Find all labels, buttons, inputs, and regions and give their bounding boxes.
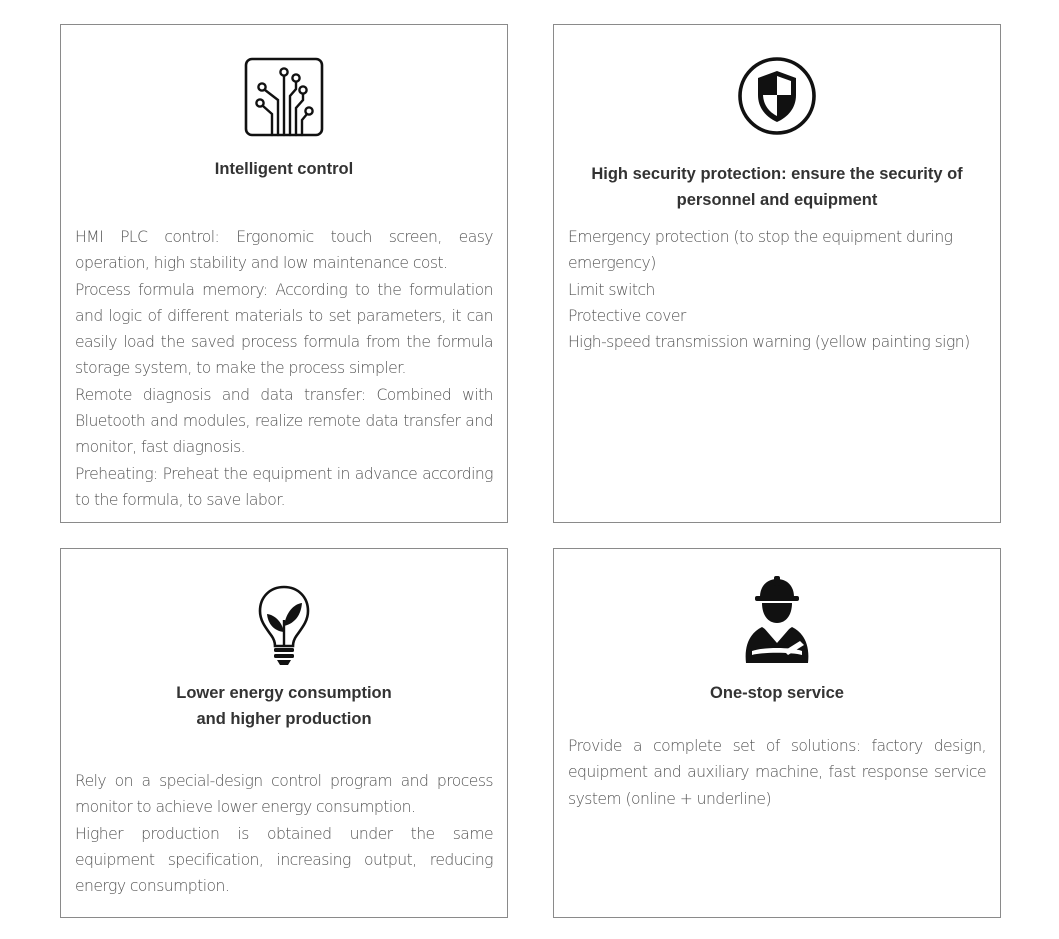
feature-card-security-protection bbox=[553, 24, 1001, 523]
lightbulb-leaf-icon bbox=[256, 584, 312, 668]
circuit-board-icon bbox=[243, 56, 325, 138]
card-title-line: Lower energy consumption bbox=[176, 684, 392, 702]
card-paragraph: Emergency protection (to stop the equipment during emergency) bbox=[568, 228, 953, 273]
card-title: High security protection: ensure the security of personnel and equipment bbox=[591, 165, 963, 209]
card-paragraph: Protective cover bbox=[568, 306, 686, 325]
worker-hardhat-icon bbox=[740, 575, 814, 665]
card-paragraph: High-speed transmission warning (yellow painting sign) bbox=[568, 333, 970, 352]
feature-card-one-stop-service bbox=[553, 548, 1001, 918]
card-paragraph: Remote diagnosis and data transfer: Combined with Bluetooth and modules, realize remote data transfer and monitor, fast diagnosis. bbox=[75, 385, 493, 457]
card-body bbox=[568, 224, 986, 355]
card-title bbox=[75, 680, 493, 732]
card-title-line: and higher production bbox=[196, 710, 372, 728]
feature-card-energy-consumption bbox=[60, 548, 508, 918]
feature-card-intelligent-control bbox=[60, 24, 508, 523]
card-paragraph: HMI PLC control: Ergonomic touch screen, easy operation, high stability and low maintenance cost. bbox=[75, 228, 493, 273]
card-paragraph: Process formula memory: According to the formulation and logic of different materials to set parameters, it can easily load the saved process formula from the formula storage system, to make the process simpler. bbox=[75, 280, 493, 378]
card-paragraph: Higher production is obtained under the same equipment specification, increasing output, reducing energy consumption. bbox=[75, 824, 493, 896]
card-paragraph: Limit switch bbox=[568, 280, 655, 299]
card-body bbox=[75, 224, 493, 513]
card-paragraph: Provide a complete set of solutions: factory design, equipment and auxiliary machine, fast response service system (online + underline) bbox=[568, 737, 986, 808]
card-title: One-stop service bbox=[710, 684, 844, 702]
card-body bbox=[75, 768, 493, 899]
card-body bbox=[568, 733, 986, 812]
card-paragraph: Rely on a special-design control program and process monitor to achieve lower energy consumption. bbox=[75, 772, 493, 817]
card-paragraph: Preheating: Preheat the equipment in advance according to the formula, to save labor. bbox=[75, 464, 493, 509]
card-title: Intelligent control bbox=[214, 160, 354, 178]
shield-icon bbox=[736, 55, 818, 137]
